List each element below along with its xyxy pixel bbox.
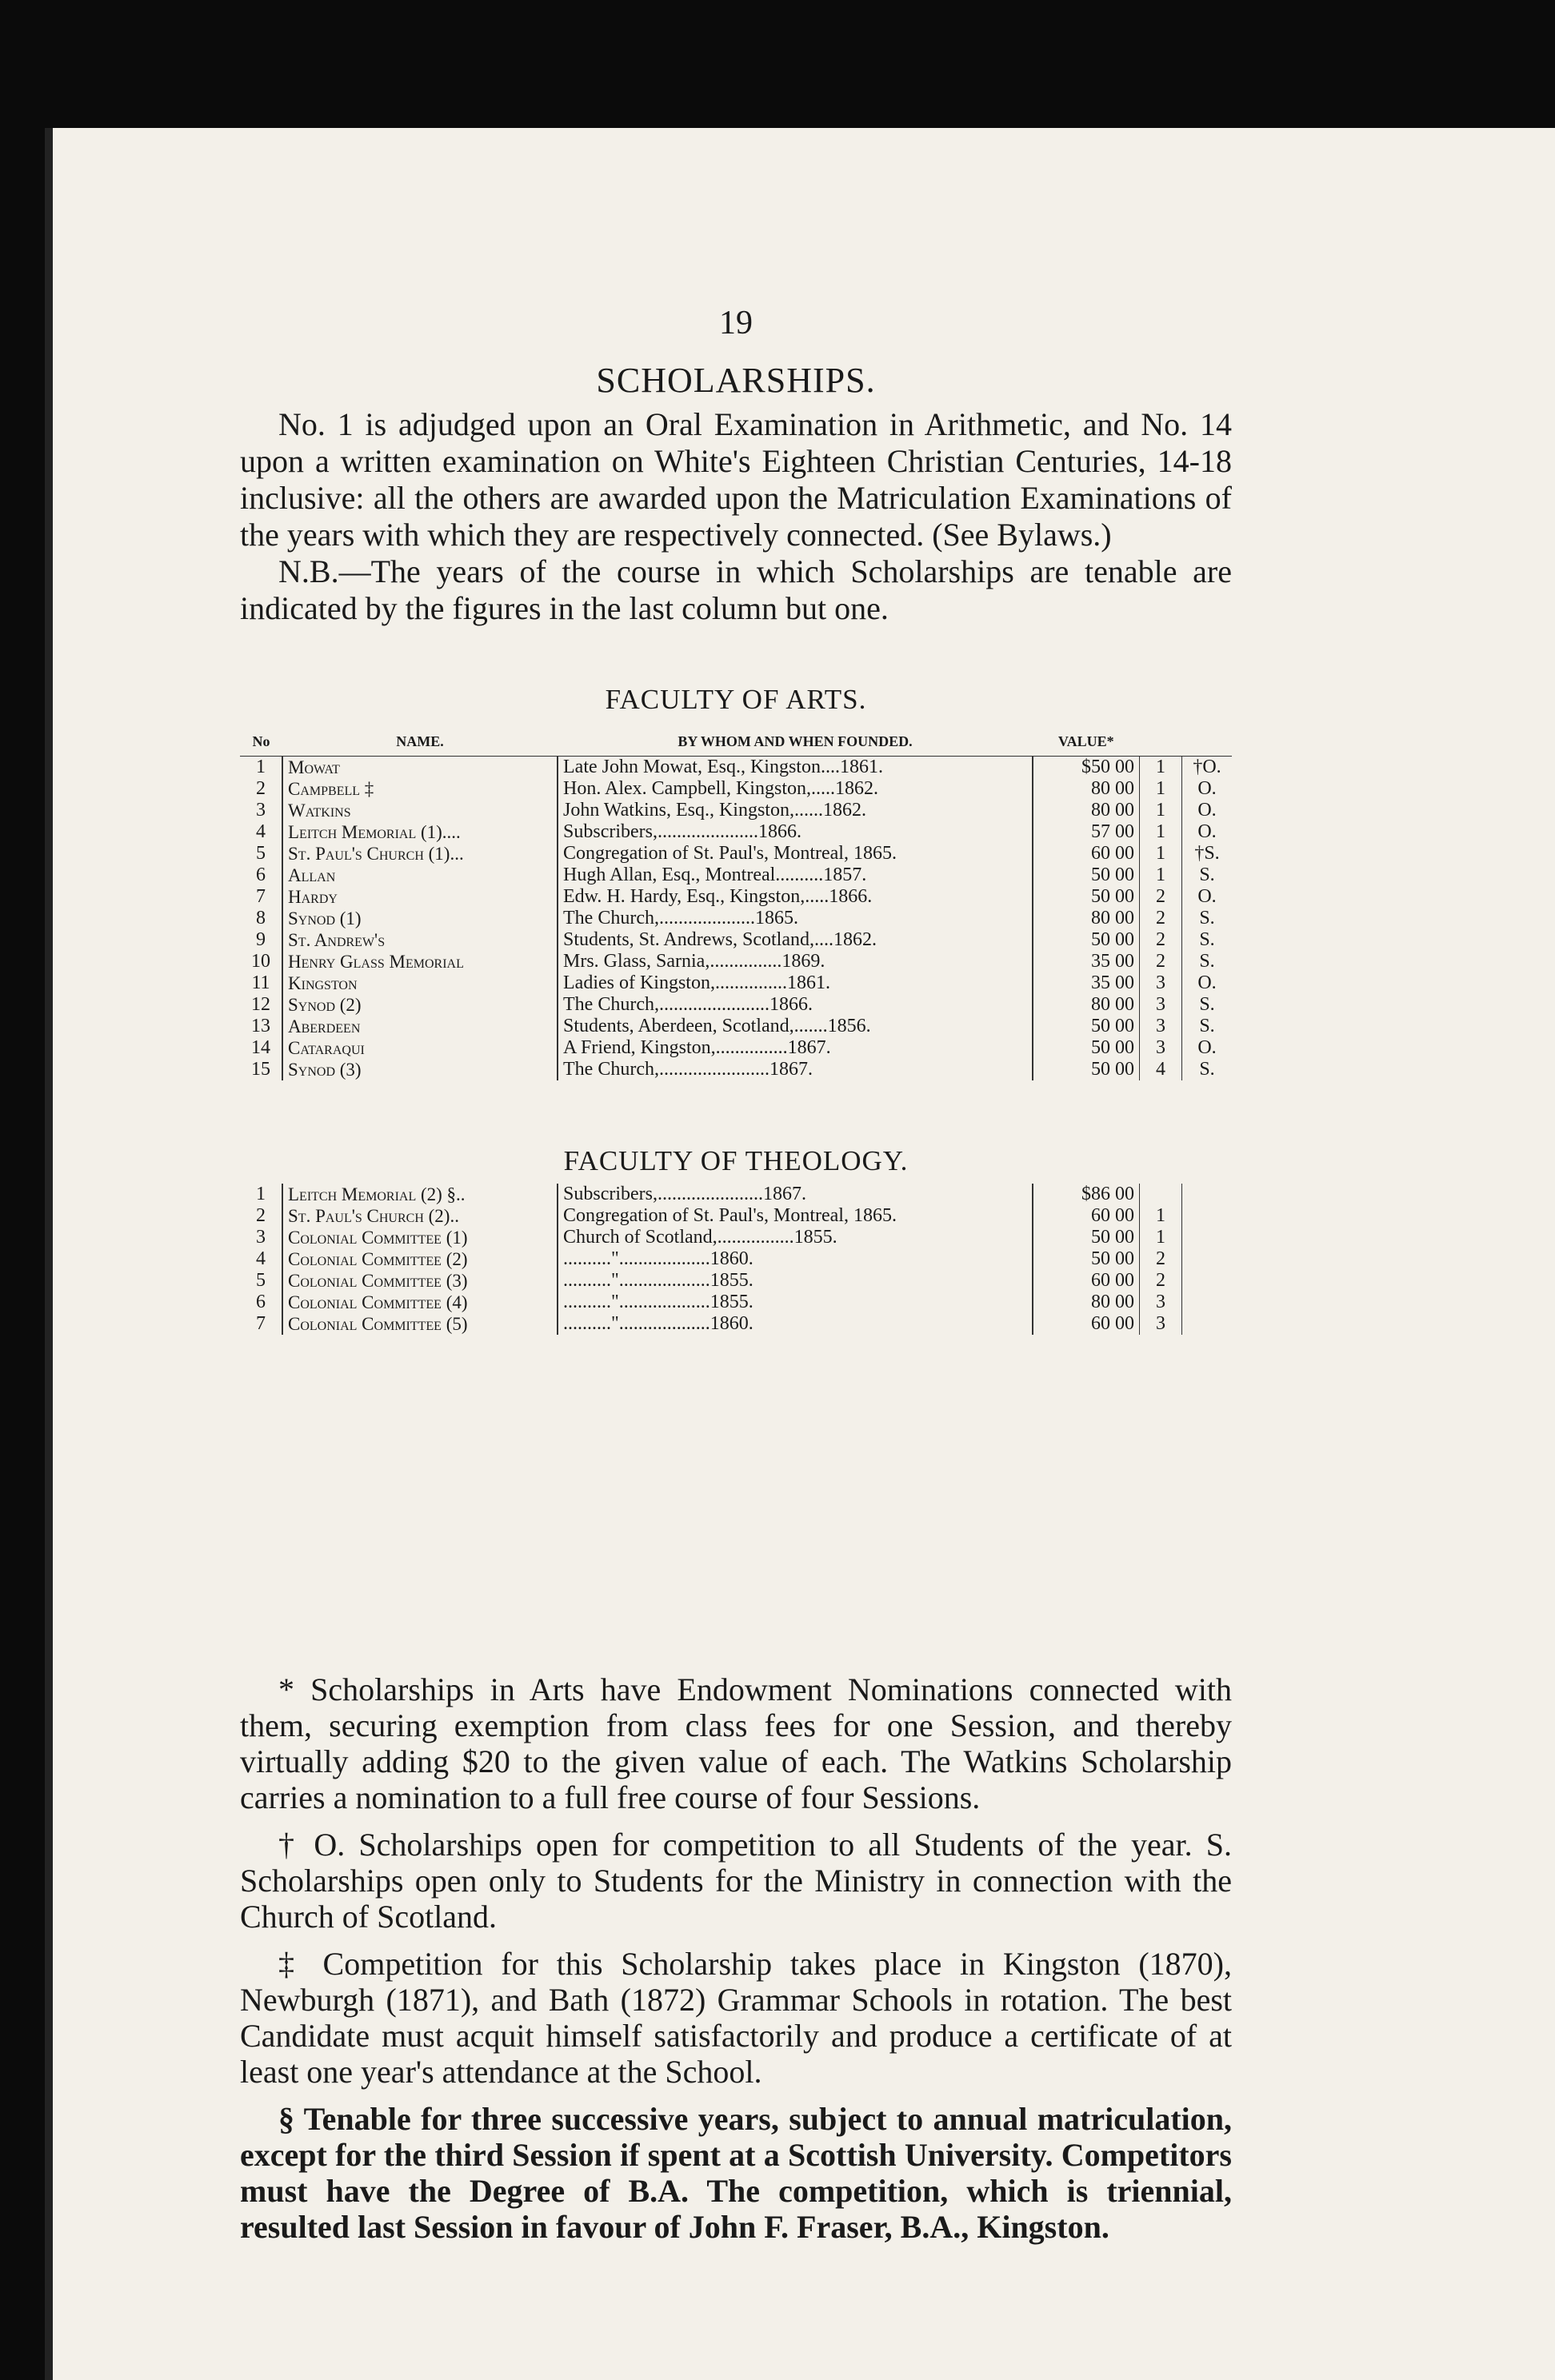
col-open [1182,728,1233,757]
intro-paragraph: N.B.—The years of the course in which Scholarships are tenable are indicated by the figures in the last column but one. [240,553,1232,626]
cell-no: 7 [256,886,266,907]
cell-founded: .........."...................1860. [558,1248,1033,1270]
cell-no: 15 [251,1059,270,1080]
cell-no: 11 [251,972,270,993]
cell-open: O. [1182,1037,1233,1059]
cell-open: S. [1182,908,1233,929]
cell-value: 80 00 [1033,800,1140,821]
table-row [240,1205,1232,1227]
col-founded: BY WHOM AND WHEN FOUNDED. [558,728,1033,757]
cell-no: 4 [256,821,266,842]
cell-open: S. [1182,1016,1233,1037]
cell-founded: Hugh Allan, Esq., Montreal..........1857. [558,865,1033,886]
cell-year: 2 [1140,1270,1182,1292]
table-row [240,1270,1232,1292]
cell-founded: Ladies of Kingston,...............1861. [558,972,1033,994]
footnote: * Scholarships in Arts have Endowment Nominations connected with them, securing exemption from class fees for one Session, and thereby virtually adding $20 to the given value of each. The Watkins Scholarship carries a nomination to a full free course of four Sessions. [240,1671,1232,1815]
cell-open: S. [1182,1059,1233,1080]
cell-value: 80 00 [1033,994,1140,1016]
cell-open: O. [1182,778,1233,800]
col-no: No [240,728,282,757]
cell-name: Synod (3) [282,1059,558,1080]
cell-empty [1182,1227,1233,1248]
col-value: VALUE* [1033,728,1140,757]
cell-empty [1182,1184,1233,1205]
cell-value: 60 00 [1033,1270,1140,1292]
cell-founded: .........."...................1855. [558,1292,1033,1313]
table-row [240,778,1232,800]
cell-value: 50 00 [1033,1248,1140,1270]
page-edge [45,128,53,2380]
cell-open: S. [1182,994,1233,1016]
cell-name: Colonial Committee (1) [282,1227,558,1248]
cell-name: St. Paul's Church (1)... [282,843,558,865]
cell-name: Leitch Memorial (2) §.. [282,1184,558,1205]
cell-founded: .........."...................1860. [558,1313,1033,1335]
cell-value: 50 00 [1033,886,1140,908]
page-number: 19 [719,305,753,341]
cell-founded: Mrs. Glass, Sarnia,...............1869. [558,951,1033,972]
arts-table-header [240,728,1232,757]
theology-table-body [240,1184,1232,1335]
cell-value: 50 00 [1033,865,1140,886]
cell-no: 8 [256,908,266,928]
cell-year: 1 [1140,1205,1182,1227]
table-row [240,1227,1232,1248]
cell-name: Synod (2) [282,994,558,1016]
cell-year: 2 [1140,1248,1182,1270]
cell-no: 5 [256,843,266,864]
cell-empty [1182,1313,1233,1335]
cell-name: Leitch Memorial (1).... [282,821,558,843]
cell-value: 50 00 [1033,1037,1140,1059]
cell-no: 4 [256,1248,266,1269]
footnote: § Tenable for three successive years, subject to annual matriculation, except for the third Session if spent at a Scottish University. Competitors must have the Degree of B.A. The competition, which is triennial, resulted last Session in favour of John F. Fraser, B.A., Kingston. [240,2101,1232,2245]
cell-name: Colonial Committee (2) [282,1248,558,1270]
cell-open: S. [1182,865,1233,886]
cell-open: S. [1182,929,1233,951]
cell-open: O. [1182,821,1233,843]
cell-name: Aberdeen [282,1016,558,1037]
cell-founded: The Church,.......................1867. [558,1059,1033,1080]
cell-open: O. [1182,886,1233,908]
cell-year: 3 [1140,994,1182,1016]
cell-open: †O. [1182,757,1233,779]
cell-no: 2 [256,1205,266,1226]
faculty-arts-heading: FACULTY OF ARTS. [605,684,867,715]
theology-table [240,1184,1232,1335]
cell-value: $86 00 [1033,1184,1140,1205]
cell-no: 6 [256,865,266,885]
table-row [240,929,1232,951]
cell-no: 6 [256,1292,266,1312]
cell-founded: The Church,....................1865. [558,908,1033,929]
footnote: † O. Scholarships open for competition to all Students of the year. S. Scholarships open only to Students for the Ministry in connection with the Church of Scotland. [240,1827,1232,1935]
cell-year: 1 [1140,843,1182,865]
table-row [240,994,1232,1016]
table-row [240,951,1232,972]
cell-founded: The Church,.......................1866. [558,994,1033,1016]
cell-no: 3 [256,1227,266,1248]
cell-no: 10 [251,951,270,972]
cell-name: St. Paul's Church (2).. [282,1205,558,1227]
cell-year [1140,1184,1182,1205]
cell-founded: Congregation of St. Paul's, Montreal, 1865. [558,1205,1033,1227]
cell-name: Colonial Committee (3) [282,1270,558,1292]
cell-founded: Edw. H. Hardy, Esq., Kingston,.....1866. [558,886,1033,908]
cell-value: 35 00 [1033,972,1140,994]
table-row [240,800,1232,821]
cell-name: Henry Glass Memorial [282,951,558,972]
cell-empty [1182,1248,1233,1270]
footnote: ‡ Competition for this Scholarship takes place in Kingston (1870), Newburgh (1871), and Bath (1872) Grammar Schools in rotation. The best Candidate must acquit himself satisfactorily and produce a certificate of at least one year's attendance at the School. [240,1946,1232,2090]
cell-value: 60 00 [1033,1205,1140,1227]
cell-year: 1 [1140,778,1182,800]
page-title: SCHOLARSHIPS. [596,361,876,400]
cell-name: Synod (1) [282,908,558,929]
cell-founded: Hon. Alex. Campbell, Kingston,.....1862. [558,778,1033,800]
table-row [240,757,1232,779]
cell-name: Watkins [282,800,558,821]
cell-name: Mowat [282,757,558,779]
cell-founded: Subscribers,.....................1866. [558,821,1033,843]
col-name: NAME. [282,728,558,757]
cell-year: 1 [1140,865,1182,886]
cell-name: Colonial Committee (5) [282,1313,558,1335]
cell-no: 3 [256,800,266,821]
cell-no: 7 [256,1313,266,1334]
cell-year: 2 [1140,951,1182,972]
cell-no: 1 [256,1184,266,1204]
cell-founded: Church of Scotland,................1855. [558,1227,1033,1248]
cell-value: 80 00 [1033,908,1140,929]
table-row [240,821,1232,843]
cell-founded: Subscribers,......................1867. [558,1184,1033,1205]
cell-no: 14 [251,1037,270,1058]
cell-value: 50 00 [1033,1059,1140,1080]
cell-founded: Congregation of St. Paul's, Montreal, 1865. [558,843,1033,865]
cell-founded: Students, Aberdeen, Scotland,.......1856. [558,1016,1033,1037]
cell-value: 80 00 [1033,778,1140,800]
cell-year: 3 [1140,1037,1182,1059]
table-row [240,1037,1232,1059]
cell-name: Hardy [282,886,558,908]
cell-year: 3 [1140,1313,1182,1335]
table-row [240,1292,1232,1313]
cell-year: 1 [1140,821,1182,843]
cell-open: O. [1182,972,1233,994]
cell-empty [1182,1205,1233,1227]
cell-value: 60 00 [1033,1313,1140,1335]
cell-value: $50 00 [1033,757,1140,779]
cell-founded: .........."...................1855. [558,1270,1033,1292]
cell-name: Kingston [282,972,558,994]
cell-empty [1182,1292,1233,1313]
cell-founded: Students, St. Andrews, Scotland,....1862. [558,929,1033,951]
cell-year: 3 [1140,972,1182,994]
cell-name: Cataraqui [282,1037,558,1059]
cell-year: 3 [1140,1016,1182,1037]
table-row [240,1059,1232,1080]
cell-no: 5 [256,1270,266,1291]
footnotes [240,1671,1232,2256]
table-row [240,1184,1232,1205]
cell-year: 4 [1140,1059,1182,1080]
cell-open: S. [1182,951,1233,972]
table-row [240,1016,1232,1037]
cell-year: 1 [1140,757,1182,779]
cell-founded: John Watkins, Esq., Kingston,......1862. [558,800,1033,821]
cell-founded: A Friend, Kingston,...............1867. [558,1037,1033,1059]
table-row [240,1248,1232,1270]
cell-no: 9 [256,929,266,950]
cell-year: 3 [1140,1292,1182,1313]
table-row [240,1313,1232,1335]
cell-no: 1 [256,757,266,777]
intro-text [240,406,1232,627]
cell-value: 50 00 [1033,929,1140,951]
cell-name: Colonial Committee (4) [282,1292,558,1313]
cell-empty [1182,1270,1233,1292]
intro-paragraph: No. 1 is adjudged upon an Oral Examination in Arithmetic, and No. 14 upon a written examination on White's Eighteen Christian Centuries, 14-18 inclusive: all the others are awarded upon the Matriculation Examinations of the years with which they are respectively connected. (See Bylaws.) [240,406,1232,553]
cell-name: St. Andrew's [282,929,558,951]
cell-year: 1 [1140,800,1182,821]
cell-value: 50 00 [1033,1227,1140,1248]
cell-value: 80 00 [1033,1292,1140,1313]
cell-year: 2 [1140,886,1182,908]
cell-value: 60 00 [1033,843,1140,865]
cell-no: 12 [251,994,270,1015]
cell-name: Allan [282,865,558,886]
cell-value: 35 00 [1033,951,1140,972]
table-row [240,865,1232,886]
table-row [240,972,1232,994]
cell-year: 2 [1140,929,1182,951]
cell-value: 57 00 [1033,821,1140,843]
cell-year: 2 [1140,908,1182,929]
faculty-theology-heading: FACULTY OF THEOLOGY. [563,1145,909,1176]
table-row [240,908,1232,929]
arts-table [240,728,1232,1080]
cell-value: 50 00 [1033,1016,1140,1037]
table-row [240,886,1232,908]
cell-year: 1 [1140,1227,1182,1248]
cell-name: Campbell ‡ [282,778,558,800]
cell-no: 13 [251,1016,270,1036]
col-year [1140,728,1182,757]
arts-table-body [240,757,1232,1081]
cell-open: †S. [1182,843,1233,865]
cell-founded: Late John Mowat, Esq., Kingston....1861. [558,757,1033,779]
cell-open: O. [1182,800,1233,821]
table-row [240,843,1232,865]
cell-no: 2 [256,778,266,799]
